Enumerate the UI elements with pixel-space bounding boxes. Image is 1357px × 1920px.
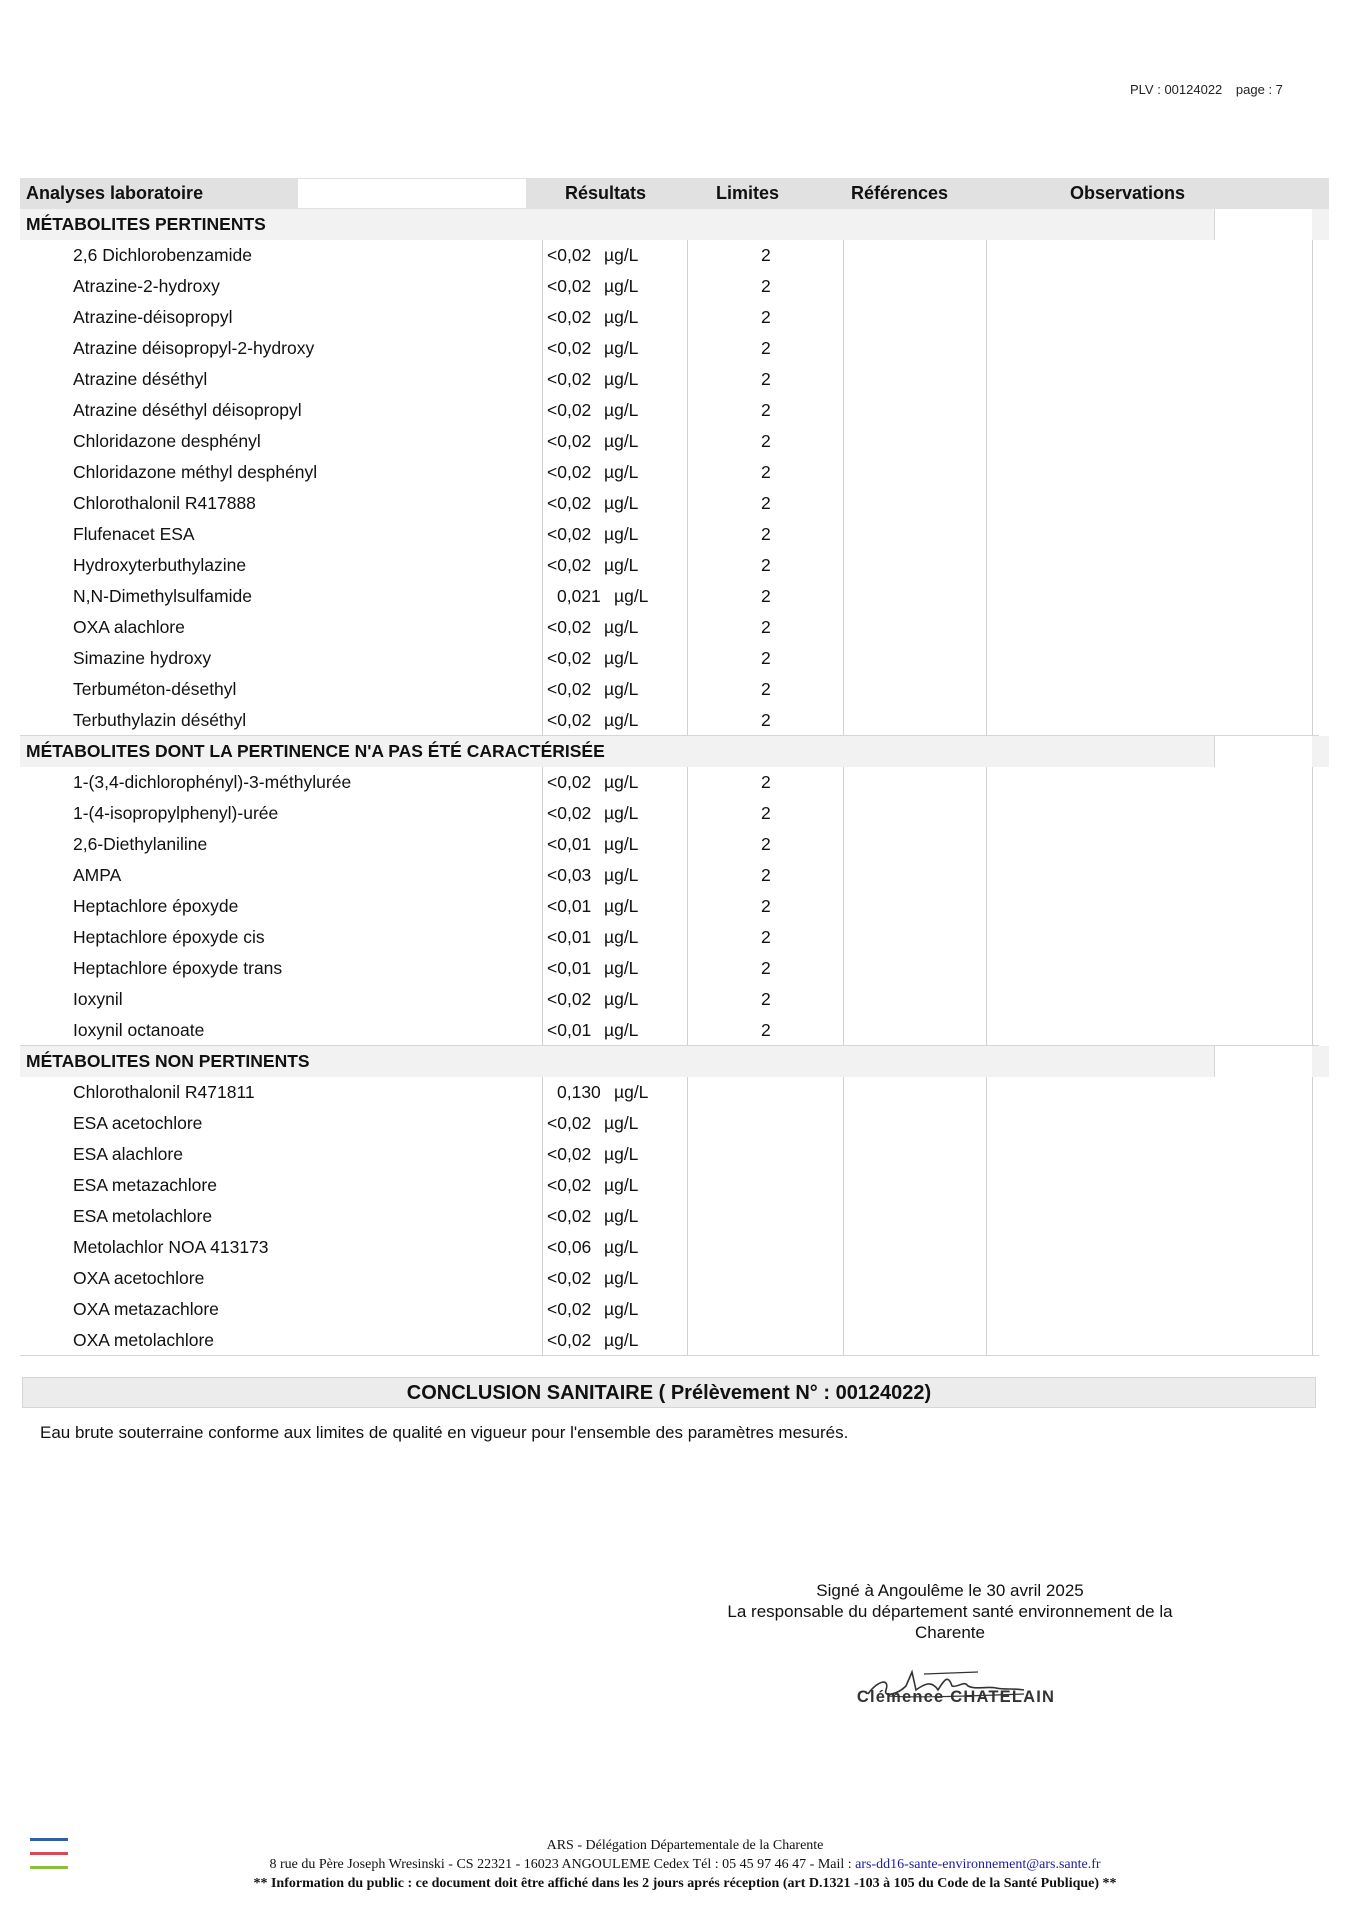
table-row: [20, 457, 1329, 488]
limit-value: 2: [761, 338, 771, 358]
section-title: MÉTABOLITES NON PERTINENTS: [26, 1051, 310, 1071]
result-value: <0,01: [547, 958, 592, 978]
limit-value: 2: [761, 617, 771, 637]
table-row: [20, 612, 1329, 643]
result-value: <0,02: [547, 369, 592, 389]
result-unit: µg/L: [604, 1206, 639, 1226]
limit-value: 2: [761, 493, 771, 513]
result-unit: µg/L: [604, 276, 639, 296]
result-unit: µg/L: [604, 1113, 639, 1133]
result-unit: µg/L: [604, 896, 639, 916]
analyte-name: Terbuméton-désethyl: [73, 679, 237, 699]
result-unit: µg/L: [604, 1237, 639, 1257]
table-row: [20, 581, 1329, 612]
section-rows: [20, 240, 1329, 736]
limit-value: 2: [761, 803, 771, 823]
table-row: [20, 1015, 1329, 1046]
analysis-table: [20, 178, 1329, 1356]
table-row: [20, 1201, 1329, 1232]
result-unit: µg/L: [604, 307, 639, 327]
table-row: [20, 674, 1329, 705]
result-value: <0,02: [547, 1206, 592, 1226]
header-resultats: Résultats: [565, 183, 647, 203]
result-value: <0,01: [547, 1020, 592, 1040]
result-value: <0,02: [547, 803, 592, 823]
analyte-name: Atrazine-2-hydroxy: [73, 276, 220, 296]
section-title: MÉTABOLITES DONT LA PERTINENCE N'A PAS ÉTÉ CARACTÉRISÉE: [26, 741, 605, 761]
result-value: <0,01: [547, 896, 592, 916]
result-unit: µg/L: [604, 493, 639, 513]
footer-public-notice: ** Information du public : ce document doit être affiché dans les 2 jours aprés réception (art D.1321 -103 à 105 du Code de la Santé Publique) **: [253, 1876, 1117, 1891]
analyte-name: OXA metolachlore: [73, 1330, 215, 1350]
table-row: [20, 922, 1329, 953]
header-observations: Observations: [1070, 183, 1186, 203]
result-unit: µg/L: [604, 1020, 639, 1040]
result-unit: µg/L: [604, 834, 639, 854]
limit-value: 2: [761, 555, 771, 575]
limit-value: 2: [761, 524, 771, 544]
analyte-name: Ioxynil octanoate: [73, 1020, 205, 1040]
analyte-name: Simazine hydroxy: [73, 648, 212, 668]
limit-value: 2: [761, 648, 771, 668]
table-row: [20, 1108, 1329, 1139]
limit-value: 2: [761, 896, 771, 916]
result-unit: µg/L: [604, 1299, 639, 1319]
result-unit: µg/L: [604, 772, 639, 792]
analyte-name: OXA acetochlore: [73, 1268, 205, 1288]
table-row: [20, 1232, 1329, 1263]
limit-value: 2: [761, 772, 771, 792]
result-value: <0,02: [547, 245, 592, 265]
ars-logo: [30, 1838, 70, 1880]
result-value: <0,02: [547, 338, 592, 358]
limit-value: 2: [761, 245, 771, 265]
section-header: [20, 1046, 1329, 1077]
table-row: [20, 333, 1329, 364]
result-unit: µg/L: [604, 927, 639, 947]
table-row: [20, 426, 1329, 457]
analyte-name: Ioxynil: [73, 989, 123, 1009]
result-unit: µg/L: [604, 803, 639, 823]
result-unit: µg/L: [604, 245, 639, 265]
analyte-name: Atrazine-déisopropyl: [73, 307, 233, 327]
result-unit: µg/L: [614, 1082, 649, 1102]
analyte-name: Heptachlore époxyde cis: [73, 927, 265, 947]
result-value: <0,02: [547, 493, 592, 513]
limit-value: 2: [761, 989, 771, 1009]
result-unit: µg/L: [604, 679, 639, 699]
result-unit: µg/L: [604, 710, 639, 730]
document-reference: [1130, 82, 1283, 97]
analyte-name: Heptachlore époxyde: [73, 896, 239, 916]
result-value: <0,02: [547, 462, 592, 482]
result-unit: µg/L: [604, 400, 639, 420]
section-rows: [20, 767, 1329, 1046]
analyte-name: ESA acetochlore: [73, 1113, 203, 1133]
result-unit: µg/L: [604, 462, 639, 482]
limit-value: 2: [761, 369, 771, 389]
result-value: <0,02: [547, 1268, 592, 1288]
limit-value: 2: [761, 958, 771, 978]
result-unit: µg/L: [604, 431, 639, 451]
analyte-name: Chloridazone méthyl desphényl: [73, 462, 318, 482]
result-value: <0,01: [547, 834, 592, 854]
result-value: 0,130: [557, 1082, 601, 1102]
header-references: Références: [851, 183, 949, 203]
table-row: [20, 860, 1329, 891]
analyte-name: Chloridazone desphényl: [73, 431, 261, 451]
analyte-name: Terbuthylazin déséthyl: [73, 710, 247, 730]
table-row: [20, 395, 1329, 426]
limit-value: 2: [761, 400, 771, 420]
result-value: <0,02: [547, 648, 592, 668]
footer-email-link[interactable]: ars-dd16-sante-environnement@ars.sante.fr: [855, 1857, 1101, 1872]
table-row: [20, 984, 1329, 1015]
limit-value: 2: [761, 276, 771, 296]
signature-role: La responsable du département santé environnement de la: [727, 1602, 1173, 1621]
analyte-name: AMPA: [73, 865, 122, 885]
conclusion-text: Eau brute souterraine conforme aux limites de qualité en vigueur pour l'ensemble des paramètres mesurés.: [40, 1423, 849, 1442]
table-header: [20, 178, 1329, 209]
result-value: 0,021: [557, 586, 601, 606]
header-limites: Limites: [716, 183, 780, 203]
analyte-name: 2,6 Dichlorobenzamide: [73, 245, 252, 265]
result-value: <0,02: [547, 710, 592, 730]
analyte-name: Chlorothalonil R471811: [73, 1082, 255, 1102]
analyte-name: Metolachlor NOA 413173: [73, 1237, 269, 1257]
result-value: <0,02: [547, 431, 592, 451]
table-row: [20, 1139, 1329, 1170]
table-row: [20, 829, 1329, 860]
section-title: MÉTABOLITES PERTINENTS: [26, 214, 266, 234]
table-row: [20, 1077, 1329, 1108]
result-value: <0,02: [547, 1113, 592, 1133]
result-value: <0,01: [547, 927, 592, 947]
conclusion-title: CONCLUSION SANITAIRE ( Prélèvement N° : 00124022): [22, 1377, 1316, 1408]
limit-value: 2: [761, 586, 771, 606]
result-unit: µg/L: [604, 1144, 639, 1164]
result-unit: µg/L: [614, 586, 649, 606]
limit-value: 2: [761, 865, 771, 885]
table-row: [20, 1294, 1329, 1325]
result-value: <0,02: [547, 772, 592, 792]
analyte-name: N,N-Dimethylsulfamide: [73, 586, 252, 606]
result-value: <0,02: [547, 1175, 592, 1195]
section-header: [20, 209, 1329, 240]
analyte-name: Atrazine déséthyl déisopropyl: [73, 400, 302, 420]
analyte-name: Heptachlore époxyde trans: [73, 958, 283, 978]
footer-address-text: 8 rue du Père Joseph Wresinski - CS 22321 - 16023 ANGOULEME Cedex Tél : 05 45 97 46 47 - Mail :: [269, 1857, 856, 1872]
signatory-name: Clémence CHATELAIN: [856, 1688, 1056, 1706]
result-unit: µg/L: [604, 958, 639, 978]
analyte-name: Atrazine déséthyl: [73, 369, 208, 389]
result-unit: µg/L: [604, 369, 639, 389]
result-unit: µg/L: [604, 555, 639, 575]
limit-value: 2: [761, 679, 771, 699]
limit-value: 2: [761, 927, 771, 947]
limit-value: 2: [761, 1020, 771, 1040]
result-value: <0,02: [547, 276, 592, 296]
table-row: [20, 1325, 1329, 1356]
result-value: <0,02: [547, 400, 592, 420]
result-unit: µg/L: [604, 1330, 639, 1350]
result-unit: µg/L: [604, 524, 639, 544]
analyte-name: Hydroxyterbuthylazine: [73, 555, 247, 575]
page-number: page : 7: [1235, 82, 1283, 97]
limit-value: 2: [761, 710, 771, 730]
table-row: [20, 953, 1329, 984]
result-value: <0,03: [547, 865, 592, 885]
limit-value: 2: [761, 307, 771, 327]
analyte-name: ESA metazachlore: [73, 1175, 217, 1195]
table-row: [20, 1170, 1329, 1201]
table-row: [20, 364, 1329, 395]
analyte-name: ESA metolachlore: [73, 1206, 213, 1226]
result-unit: µg/L: [604, 338, 639, 358]
table-row: [20, 798, 1329, 829]
limit-value: 2: [761, 462, 771, 482]
section-header: [20, 736, 1329, 767]
result-value: <0,02: [547, 989, 592, 1009]
analyte-name: 1-(3,4-dichlorophényl)-3-méthylurée: [73, 772, 352, 792]
analyte-name: OXA metazachlore: [73, 1299, 219, 1319]
table-row: [20, 302, 1329, 333]
table-row: [20, 488, 1329, 519]
analyte-name: Flufenacet ESA: [73, 524, 195, 544]
analyte-name: OXA alachlore: [73, 617, 185, 637]
analyte-name: 1-(4-isopropylphenyl)-urée: [73, 803, 279, 823]
footer-address: [160, 1857, 1210, 1873]
analyte-name: 2,6-Diethylaniline: [73, 834, 208, 854]
result-value: <0,02: [547, 1144, 592, 1164]
header-analyses: Analyses laboratoire: [26, 183, 204, 203]
table-row: [20, 891, 1329, 922]
signature-block: [700, 1580, 1200, 1643]
result-unit: µg/L: [604, 989, 639, 1009]
result-value: <0,02: [547, 524, 592, 544]
table-row: [20, 1263, 1329, 1294]
result-unit: µg/L: [604, 648, 639, 668]
result-unit: µg/L: [604, 617, 639, 637]
limit-value: 2: [761, 431, 771, 451]
table-row: [20, 643, 1329, 674]
result-value: <0,02: [547, 679, 592, 699]
signature-department: Charente: [915, 1623, 985, 1642]
plv-number: PLV : 00124022: [1130, 82, 1223, 97]
result-value: <0,02: [547, 617, 592, 637]
result-value: <0,06: [547, 1237, 592, 1257]
footer-organisation: ARS - Délégation Départementale de la Charente: [546, 1838, 824, 1853]
table-row: [20, 240, 1329, 271]
analyte-name: ESA alachlore: [73, 1144, 183, 1164]
result-value: <0,02: [547, 1299, 592, 1319]
table-row: [20, 271, 1329, 302]
result-unit: µg/L: [604, 1175, 639, 1195]
signature-place-date: Signé à Angoulême le 30 avril 2025: [816, 1581, 1084, 1600]
table-row: [20, 519, 1329, 550]
result-unit: µg/L: [604, 865, 639, 885]
result-value: <0,02: [547, 1330, 592, 1350]
result-value: <0,02: [547, 307, 592, 327]
analyte-name: Atrazine déisopropyl-2-hydroxy: [73, 338, 315, 358]
analyte-name: Chlorothalonil R417888: [73, 493, 256, 513]
section-rows: [20, 1077, 1329, 1356]
limit-value: 2: [761, 834, 771, 854]
table-row: [20, 550, 1329, 581]
table-row: [20, 705, 1329, 736]
table-row: [20, 767, 1329, 798]
result-value: <0,02: [547, 555, 592, 575]
result-unit: µg/L: [604, 1268, 639, 1288]
